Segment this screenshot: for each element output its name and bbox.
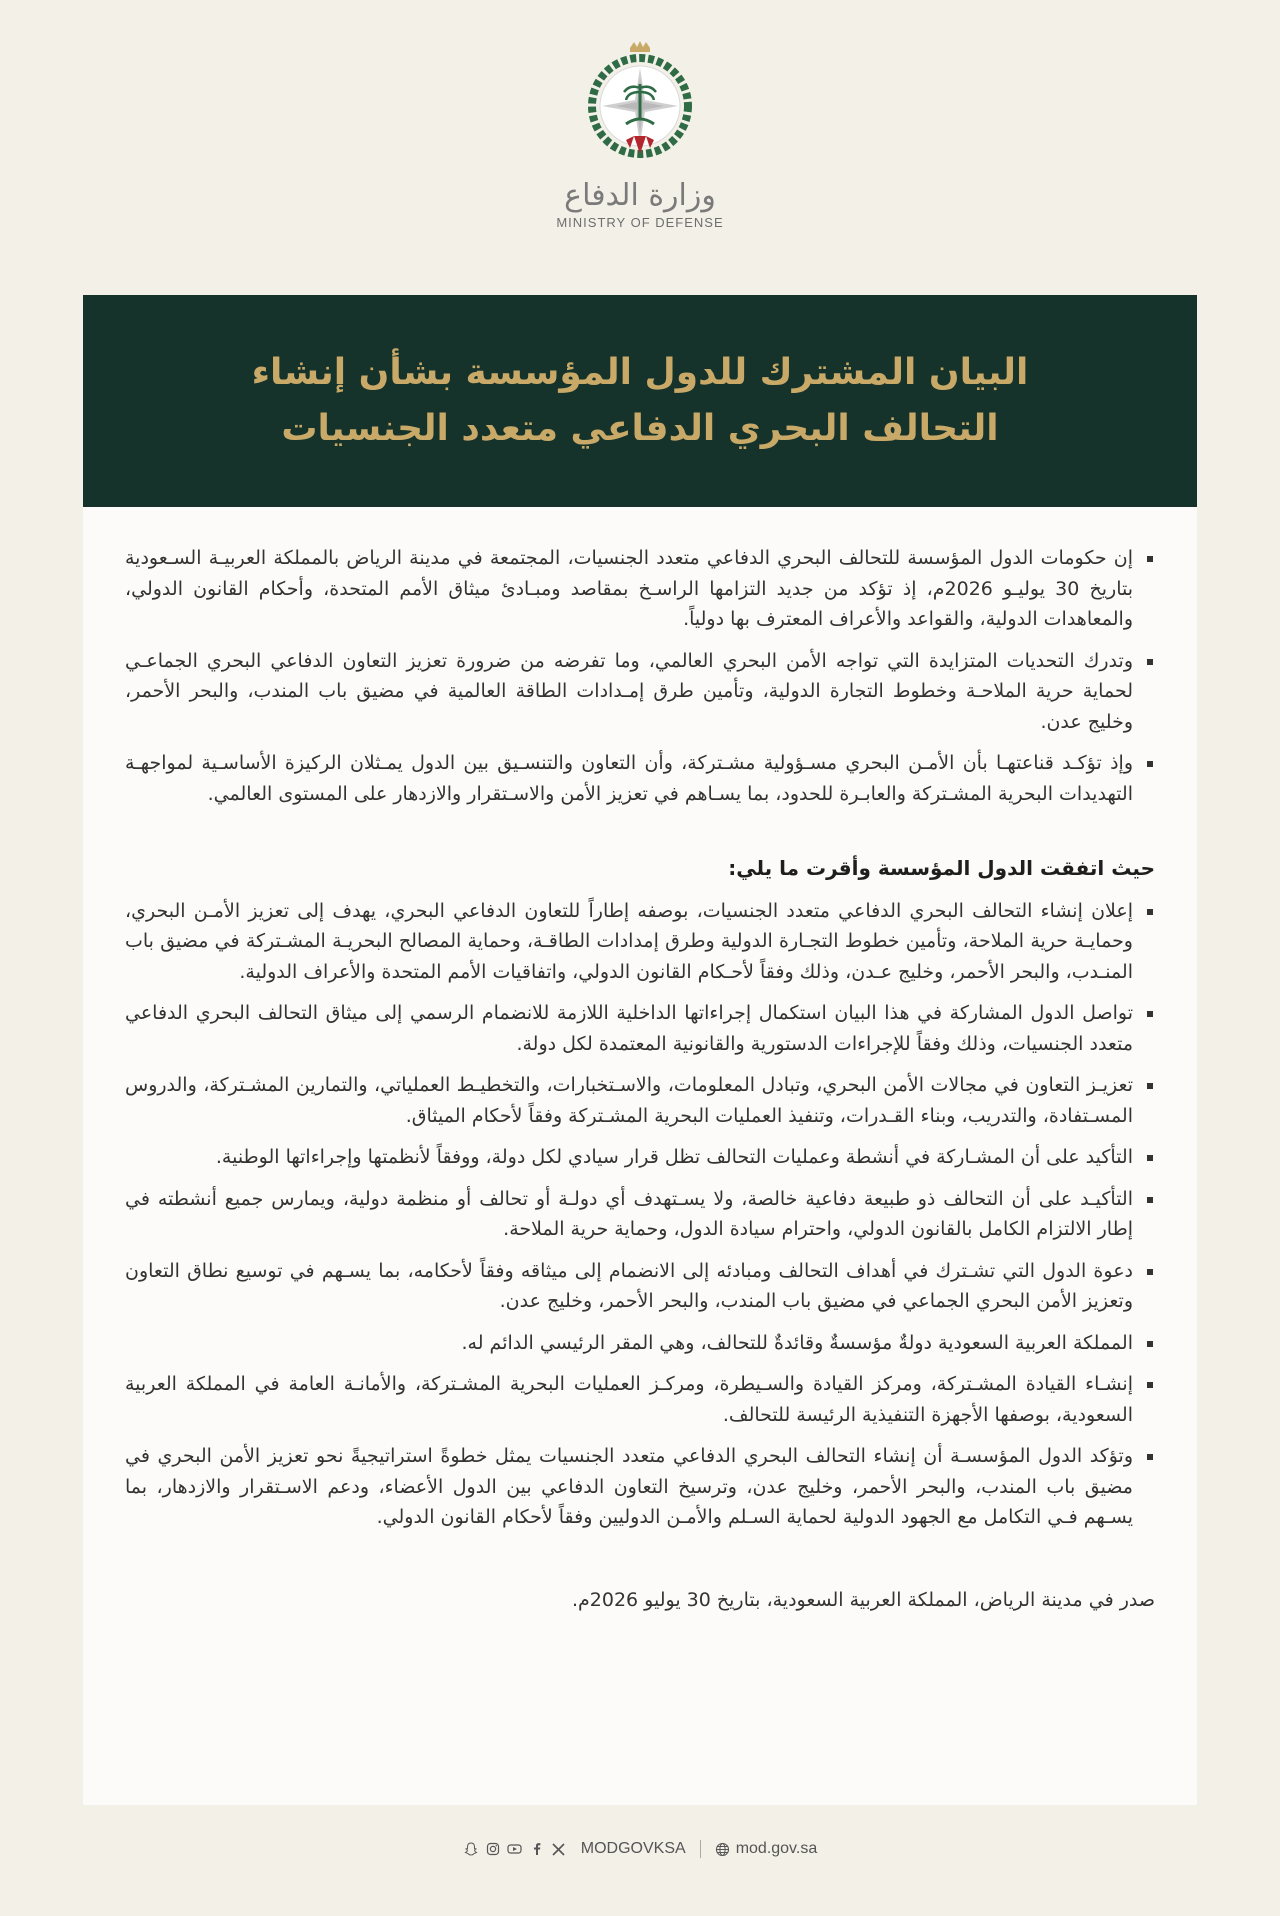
preamble-item: وإذ تؤكـد قناعتهـا بأن الأمـن البحري مسـؤولية مشـتركة، وأن التعاون والتنسـيق بين الدول يمـثلان الركيزة الأساسـية لمواجهـة التهديدات البحرية المشـتركة والعابـرة للحدود، بما يسـاهم في تعزيز الأمن والاسـتقرار والازدهار على المستوى العالمي. xyxy=(125,748,1155,809)
footer-divider xyxy=(700,1840,701,1858)
youtube-icon[interactable] xyxy=(507,1841,523,1857)
website-link[interactable] xyxy=(715,1840,818,1858)
agreed-item: التأكيـد على أن التحالف ذو طبيعة دفاعية خالصة، ولا يسـتهدف أي دولـة أو تحالف أو منظمة دولية، ويمارس جميع أنشطته في إطار الالتزام الكامل بالقانون الدولي، واحترام سيادة الدول، وحماية حرية الملاحة. xyxy=(125,1184,1155,1245)
issued-statement: صدر في مدينة الرياض، المملكة العربية السعودية، بتاريخ 30 يوليو 2026م. xyxy=(571,1588,1155,1611)
statement-body xyxy=(83,507,1197,1615)
agreed-item: إنشـاء القيادة المشـتركة، ومركز القيادة والسـيطرة، ومركـز العمليات البحرية المشـتركة، والأمانـة العامة في المملكة العربية السعودية، بوصفها الأجهزة التنفيذية الرئيسة للتحالف. xyxy=(125,1369,1155,1430)
statement-card xyxy=(83,295,1197,1805)
social-icons xyxy=(463,1841,567,1857)
agreed-item: التأكيد على أن المشـاركة في أنشطة وعمليات التحالف تظل قرار سيادي لكل دولة، ووفقاً لأنظمتها وإجراءاتها الوطنية. xyxy=(125,1142,1155,1173)
facebook-icon[interactable] xyxy=(529,1841,545,1857)
snapchat-icon[interactable] xyxy=(463,1841,479,1857)
agreed-item: دعوة الدول التي تشـترك في أهداف التحالف ومبادئه إلى الانضمام إلى ميثاقه وفقاً لأحكامه، بما يسـهم في توسيع نطاق التعاون وتعزيز الأمن البحري الجماعي في مضيق باب المندب، والبحر الأحمر، وخليج عدن. xyxy=(125,1256,1155,1317)
agreed-item: إعلان إنشاء التحالف البحري الدفاعي متعدد الجنسيات، بوصفه إطاراً للتعاون الدفاعي البحري، يهدف إلى تعزيز الأمـن البحري، وحمايـة حرية الملاحة، وتأمين خطوط التجـارة الدولية وطرق إمدادات الطاقـة، وحماية المصالح البحريـة المشـتركة في مضيق باب المنـدب، والبحر الأحمر، وخليج عـدن، وذلك وفقاً لأحـكام القانون الدولي، واتفاقيات الأمم المتحدة والأعراف الدولية. xyxy=(125,896,1155,988)
preamble-item: إن حكومات الدول المؤسسة للتحالف البحري الدفاعي متعدد الجنسيات، المجتمعة في مدينة الرياض بالمملكة العربيـة السـعودية بتاريخ 30 يوليـو 2026م، إذ تؤكد من جديد التزامها الراسـخ بمقاصد ومبـادئ ميثاق الأمم المتحدة، وأحكام القانون الدولي، والمعاهدات الدولية، والقواعد والأعراف المعترف بها دولياً. xyxy=(125,543,1155,635)
instagram-icon[interactable] xyxy=(485,1841,501,1857)
agreed-item: تواصل الدول المشاركة في هذا البيان استكمال إجراءاتها الداخلية اللازمة للانضمام الرسمي إلى ميثاق التحالف البحري الدفاعي متعدد الجنسيات، وذلك وفقاً للإجراءات الدستورية والقانونية المعتمدة لكل دولة. xyxy=(125,998,1155,1059)
preamble-list xyxy=(125,543,1155,809)
agreed-item: تعزيـز التعاون في مجالات الأمن البحري، وتبادل المعلومات، والاسـتخبارات، والتخطيـط العملياتي، والتمارين المشـتركة، والدروس المسـتفادة، والتدريب، وبناء القـدرات، وتنفيذ العمليات البحرية المشـتركة وفقاً لأحكام الميثاق. xyxy=(125,1070,1155,1131)
footer xyxy=(0,1840,1280,1858)
social-handle[interactable]: MODGOVKSA xyxy=(580,1840,686,1857)
ministry-logo xyxy=(0,40,1280,230)
website-url[interactable]: mod.gov.sa xyxy=(735,1840,818,1857)
x-icon[interactable] xyxy=(551,1841,567,1857)
title-band xyxy=(83,295,1197,507)
agreed-heading: حيث اتفقت الدول المؤسسة وأقرت ما يلي: xyxy=(728,856,1155,880)
preamble-item: وتدرك التحديات المتزايدة التي تواجه الأمن البحري العالمي، وما تفرضه من ضرورة تعزيز التعاون الدفاعي البحري الجماعـي لحماية حرية الملاحـة وخطوط التجارة الدولية، وتأمين طرق إمـدادات الطاقة العالمية في مضيق باب المندب، والبحر الأحمر، وخليج عدن. xyxy=(125,646,1155,738)
agreed-item: المملكة العربية السعودية دولةٌ مؤسسةٌ وقائدةٌ للتحالف، وهي المقر الرئيسي الدائم له. xyxy=(125,1328,1155,1359)
title-line-2: التحالف البحري الدفاعي متعدد الجنسيات xyxy=(281,408,999,449)
agreed-list xyxy=(125,896,1155,1533)
agreed-item: وتؤكد الدول المؤسسـة أن إنشاء التحالف البحري الدفاعي متعدد الجنسيات يمثل خطوةً استراتيجيةً نحو تعزيز الأمن البحري في مضيق باب المندب، والبحر الأحمر، وخليج عدن، وترسيخ التعاون الدفاعي بين الدول الأعضاء، ودعم الاسـتقرار والازدهار، بما يسـهم فـي التكامل مع الجهود الدولية لحماية السـلم والأمـن الدوليين وفقاً لأحكام القانون الدولي. xyxy=(125,1441,1155,1533)
ministry-name-arabic: وزارة الدفاع xyxy=(564,178,716,213)
ministry-name-english: MINISTRY OF DEFENSE xyxy=(556,215,724,230)
title-line-1: البيان المشترك للدول المؤسسة بشأن إنشاء xyxy=(251,352,1029,393)
ministry-of-defense-emblem-icon xyxy=(578,40,702,164)
globe-icon xyxy=(715,1842,730,1857)
